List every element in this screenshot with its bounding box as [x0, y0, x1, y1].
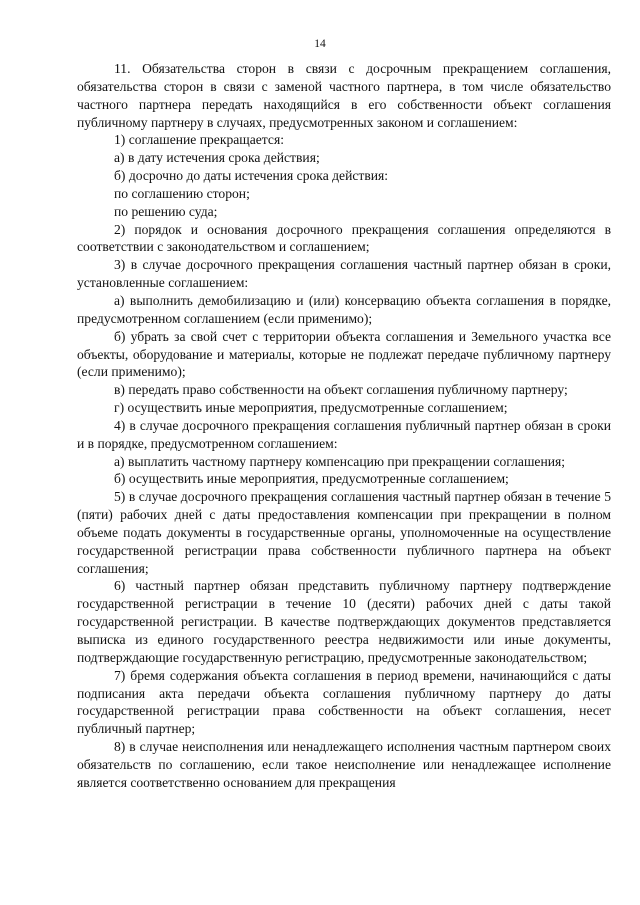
paragraph-item-1b-agreement: по соглашению сторон; [114, 185, 250, 201]
paragraph-item-3a: а) выполнить демобилизацию и (или) консервацию объекта соглашения в порядке, предусмотренном соглашением (если применимо); [77, 292, 611, 326]
paragraph-item-4b: б) осуществить иные мероприятия, предусмотренные соглашением; [114, 471, 509, 487]
paragraph-item-4: 4) в случае досрочного прекращения соглашения публичный партнер обязан в сроки и в порядке, предусмотренном соглашением: [77, 417, 611, 451]
paragraph-item-1b: б) досрочно до даты истечения срока действия: [114, 168, 389, 184]
paragraph-item-1a: а) в дату истечения срока действия; [114, 150, 320, 166]
paragraph-item-4a: а) выплатить частному партнеру компенсацию при прекращении соглашения; [114, 453, 566, 469]
paragraph-item-6: 6) частный партнер обязан представить публичному партнеру подтверждение государственной регистрации в течение 10 (десяти) рабочих дней с даты такой государственной регистрации. В качестве подтверждающих документов представляется выписка из единого государственного реестра недвижимости или иные документы, подтверждающие государственную регистрацию, предусмотренные законодательством; [77, 578, 611, 665]
paragraph-item-3g: г) осуществить иные мероприятия, предусмотренные соглашением; [114, 400, 508, 416]
paragraph-item-3: 3) в случае досрочного прекращения соглашения частный партнер обязан в сроки, установленные соглашением: [77, 257, 611, 291]
paragraph-item-1: 1) соглашение прекращается: [114, 132, 284, 148]
page-number: 14 [314, 38, 326, 50]
paragraph-item-3v: в) передать право собственности на объект соглашения публичному партнеру; [114, 382, 568, 398]
paragraph-item-2: 2) порядок и основания досрочного прекращения соглашения определяются в соответствии с законодательством и соглашением; [77, 221, 611, 255]
paragraph-item-3b: б) убрать за свой счет с территории объекта соглашения и Земельного участка все объекты, оборудование и материалы, которые не подлежат передаче публичному партнеру (если применимо); [77, 328, 611, 380]
paragraph-item-8: 8) в случае неисполнения или ненадлежащего исполнения частным партнером своих обязательств по соглашению, если такое неисполнение или ненадлежащее исполнение является соответственно основанием для прекращения [77, 739, 611, 790]
paragraph-item-1b-court: по решению суда; [114, 203, 218, 219]
paragraph-item-5: 5) в случае досрочного прекращения соглашения частный партнер обязан в течение 5 (пяти) рабочих дней с даты предоставления компенсации при прекращении в полном объеме подать документы в государственные органы, уполномоченные на осуществление государственной регистрации права собственности публичного партнера на объект соглашения; [77, 489, 611, 576]
paragraph-item-7: 7) бремя содержания объекта соглашения в период времени, начинающийся с даты подписания акта передачи объекта соглашения публичному партнеру до даты государственной регистрации права собственности на объект соглашения, несет публичный партнер; [77, 667, 611, 737]
paragraph-clause-11: 11. Обязательства сторон в связи с досрочным прекращением соглашения, обязательства сторон в связи с заменой частного партнера, в том числе обязательство частного партнера передать находящийся в его собственности объект соглашения публичному партнеру в случаях, предусмотренных законом и соглашением: [77, 61, 611, 130]
document-body [77, 60, 611, 792]
